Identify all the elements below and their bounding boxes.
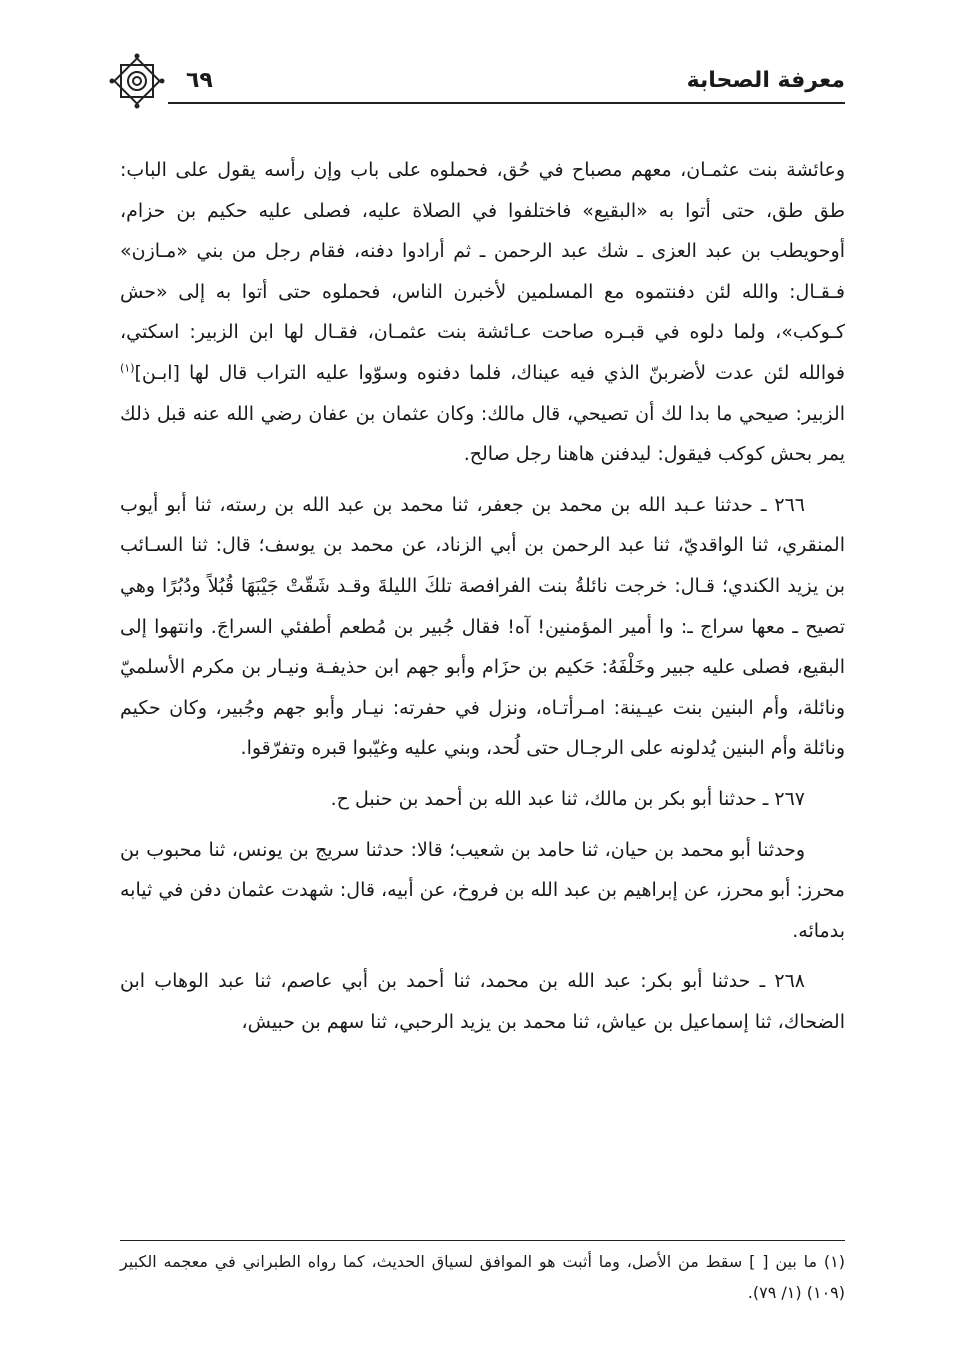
footnote-reference: (١): [120, 361, 135, 375]
text-line: ٢٦٨ ـ حدثنا أبو بكر: عبد الله بن محمد، ثنا أحمد بن أبي عاصم، ثنا عبد الوهاب: [154, 970, 805, 993]
hadith-266: [120, 485, 845, 769]
text-line: عنه قبل ذلك يمر بحش كوكب فيقول: ليدفنن هاهنا رجل صالح.: [120, 402, 845, 466]
hadith-267-continuation: [120, 830, 845, 952]
text-line: ٢٦٧ ـ حدثنا أبو بكر بن مالك، ثنا عبد الله بن أحمد بن حنبل ح.: [330, 787, 805, 810]
text-line: اسكتي، فوالله لئن عدت لأضربنّ الذي فيه عيناك، فلما دفنوه وسوّوا عليه التراب قال لها: [120, 321, 845, 384]
footnote: [120, 1246, 845, 1308]
footnote-line: (١) ما بين [ ] سقط من الأصل، وما أثبت هو الموافق لسياق الحديث، كما رواه الطبراني في معجمه: [163, 1252, 845, 1271]
text-line: عثمان دفن في ثيابه بدمائه.: [120, 879, 845, 942]
text-line: ابن حذيفـة ونيـار بن مكرم الأسلميّ ونائلة، وأم البنين بنت عيـينة: امـرأتـاه، ونزل في: [120, 656, 845, 719]
text-line: ٢٦٦ ـ حدثنا عـبد الله بن محمد بن جعفر، ثنا محمد بن عبد الله بن رسته، ثنا أبو: [166, 493, 805, 516]
header-rule: [168, 102, 845, 104]
text-line: حزام، أوحويطب بن عبد العزى ـ شك عبد الرحمن ـ ثم أرادوا دفنه، فقام رجل من بني: [120, 199, 846, 263]
text-line: محبوب بن محرز: أبو محرز، عن إبراهيم بن عبد الله بن فروخ، عن أبيه، قال: شهدت: [120, 838, 845, 902]
paragraph-continuation: [120, 150, 845, 475]
text-line: وعائشة بنت عثمـان، معهم مصباح في حُق، فحملوه على باب وإن رأسه يقول على: [175, 159, 846, 181]
text-line: ثنا السـائب بن يزيد الكندي؛ قـال: خرجت نائلةُ بنت الفرافصة تلكَ الليلةَ وقـد شَقّتْ: [120, 534, 846, 597]
page-number: ٦٩: [186, 68, 213, 93]
text-line: الزبير: صيحي ما بدا لك أن تصيحي، قال مالك: وكان عثمان بن عفان رضي الله: [226, 402, 845, 425]
text-line: ابن الضحاك، ثنا إسماعيل بن عياش، ثنا محمد بن يزيد الرحبي، ثنا سهم بن حبيش،: [120, 970, 845, 1033]
hadith-267: [120, 779, 845, 820]
footnote-line: الكبير (١٠٩) (١/ ٧٩).: [120, 1252, 845, 1302]
hadith-268: [120, 961, 845, 1042]
footnote-rule: [120, 1240, 845, 1241]
running-header: [108, 62, 845, 102]
text-line: أطفئي السراجَ. وانتهوا إلى البقيع، فصلى عليه جبير وخَلْفَهُ: حَكيم بن حزَام وأبو جهم: [120, 615, 845, 679]
text-line: «مـازن» فـقـال: والله لئن دفنتموه مع المسلمين لأخبرن الناس، فحملوه حتى أتوا به إلى: [120, 240, 845, 303]
main-text: [120, 150, 845, 1052]
book-title: معرفة الصحابة: [686, 68, 845, 93]
text-line: [ابـن]: [134, 361, 180, 384]
text-line: جَيْبَهَا قُبُلاً ودُبُرًا وهي تصيح ـ معها سراج ـ: وا أمير المؤمنين! آه! فقال جُبير بن مُطعم: [120, 574, 845, 638]
text-line: حفرته: نيـار وأبو جهم وجُبير، وكان حكيم ونائلة وأم البنين يُدلونه على الرجـال حتى: [120, 696, 845, 760]
text-line: الباب: طق طق، حتى أتوا به «البقيع» فاختلفوا في الصلاة عليه، فصلى عليه حكيم بن: [120, 159, 846, 222]
text-line: أيوب المنقري، ثنا الواقديّ، ثنا عبد الرحمن بن أبي الزناد، عن محمد بن يوسف؛ قال:: [120, 493, 846, 557]
text-line: «حش كـوكب»، ولما دلوه في قبـره صاحت عـائشة بنت عثمـان، فقـال لها ابن الزبير:: [120, 280, 845, 344]
text-line: وحدثنا أبو محمد بن حيان، ثنا حامد بن شعيب؛ قالا: حدثنا سريج بن يونس، ثنا: [208, 838, 806, 861]
text-line: لُحد، وبني عليه وغيّبوا قبره وتفرّقوا.: [240, 737, 521, 760]
octagram-ornament-icon: [108, 52, 166, 110]
